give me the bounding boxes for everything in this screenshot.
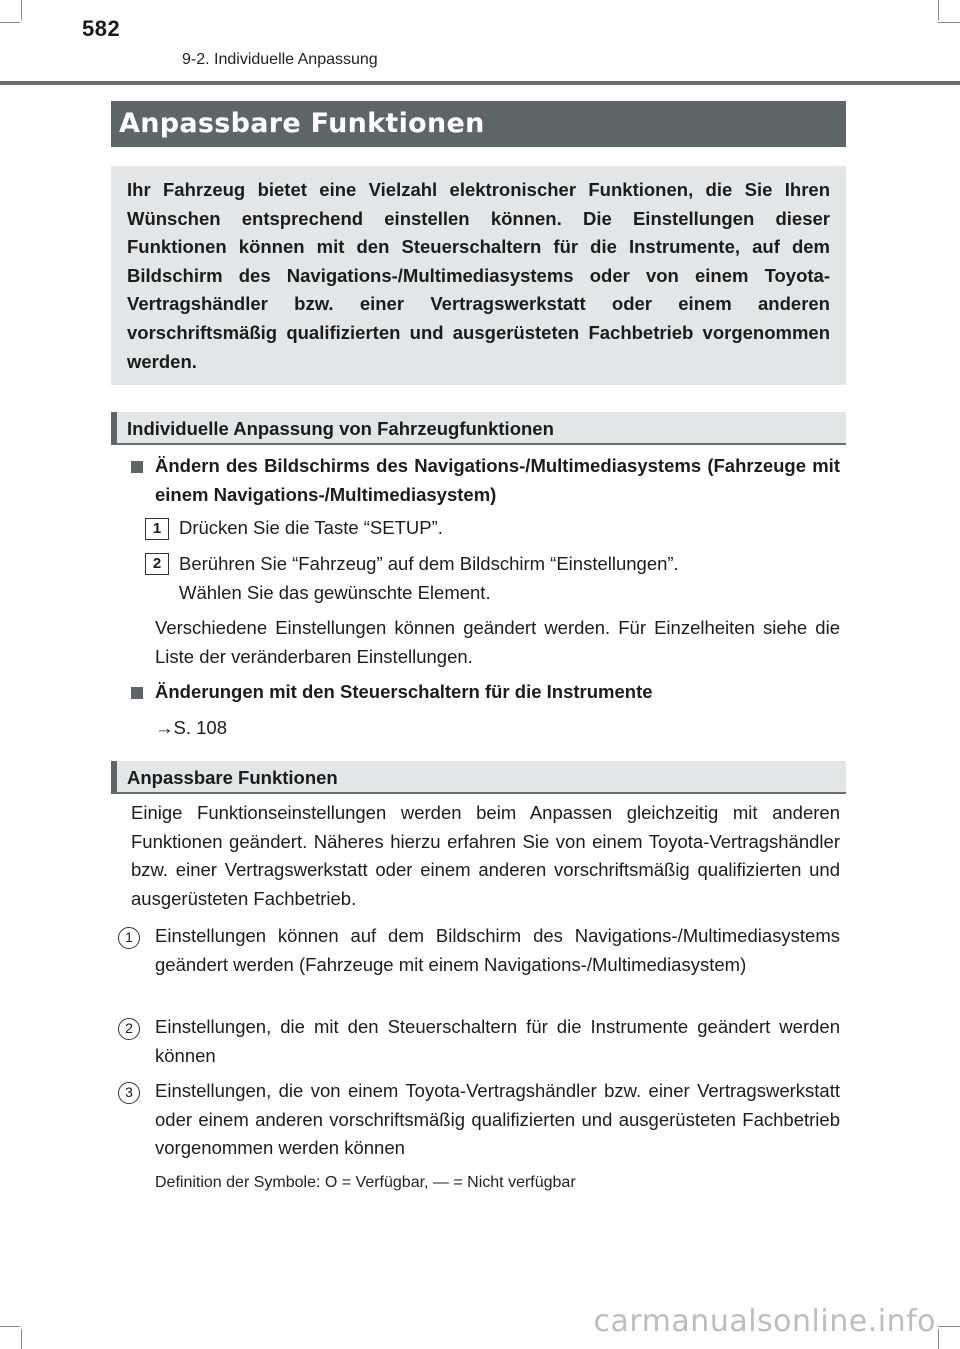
intro-text: Ihr Fahrzeug bietet eine Vielzahl elektronischer Funktionen, die Sie Ihren Wünschen entsprechend einstellen können. Die Einstellungen dieser Funktionen können mit den Steuerschaltern für die Instrumente, auf dem Bildschirm des Navigations-/Multimediasystems oder von einem Toyota-Vertragshändler bzw. einer Vertragswerkstatt oder einem anderen vorschriftsmäßig qualifizierten und ausgerüsteten Fachbetrieb vorgenommen werden. — [127, 179, 830, 372]
section-heading-customization: Individuelle Anpassung von Fahrzeugfunktionen — [111, 412, 846, 445]
crop-mark — [938, 1329, 939, 1349]
crop-mark — [0, 1326, 20, 1327]
bullet-square-icon — [131, 687, 143, 699]
legend-item-1: Einstellungen können auf dem Bildschirm des Navigations-/Multimediasystems geändert werden (Fahrzeuge mit einem Navigations-/Multimediasystem) — [155, 925, 840, 975]
symbols-definition: Definition der Symbole: O = Verfügbar, — = Nicht verfügbar — [155, 1174, 576, 1191]
step-text-2-continued: Wählen Sie das gewünschte Element. — [179, 582, 491, 603]
section-heading-functions: Anpassbare Funktionen — [111, 761, 846, 794]
crop-mark — [938, 22, 960, 23]
bullet-heading-navigation: Ändern des Bildschirms des Navigations-/Multimediasystems (Fahrzeuge mit einem Navigations-/Multimediasystem) — [155, 455, 840, 505]
page-reference[interactable] — [155, 714, 455, 743]
crop-mark — [938, 1326, 960, 1327]
step-badge-1: 1 — [145, 518, 169, 540]
intro-box — [111, 166, 846, 385]
circled-number-3: 3 — [118, 1082, 140, 1104]
circled-number-1: 1 — [118, 927, 140, 949]
page-title: Anpassbare Funktionen — [111, 101, 846, 147]
page-reference-text: S. 108 — [173, 717, 227, 738]
step-text-1: Drücken Sie die Taste “SETUP”. — [179, 517, 443, 538]
crop-mark — [21, 0, 22, 20]
functions-intro: Einige Funktionseinstellungen werden beim Anpassen gleichzeitig mit anderen Funktionen geändert. Näheres hierzu erfahren Sie von einem Toyota-Vertragshändler bzw. einer Vertragswerkstatt oder einem anderen vorschriftsmäßig qualifizierten und ausgerüsteten Fachbetrieb. — [131, 802, 840, 909]
section-reference: 9-2. Individuelle Anpassung — [182, 51, 378, 68]
legend-item-2: Einstellungen, die mit den Steuerschaltern für die Instrumente geändert werden können — [155, 1016, 840, 1066]
page-number: 582 — [82, 16, 121, 41]
step-badge-2: 2 — [145, 553, 169, 575]
header-rule — [0, 81, 960, 85]
step-text-2: Berühren Sie “Fahrzeug” auf dem Bildschirm “Einstellungen”. — [179, 553, 679, 574]
crop-mark — [21, 1329, 22, 1349]
crop-mark — [938, 0, 939, 20]
settings-note: Verschiedene Einstellungen können geändert werden. Für Einzelheiten siehe die Liste der veränderbaren Einstellungen. — [155, 617, 840, 667]
bullet-square-icon — [131, 461, 143, 473]
crop-mark — [0, 22, 20, 23]
bullet-heading-instrument-switches: Änderungen mit den Steuerschaltern für die Instrumente — [155, 681, 653, 702]
arrow-right-icon: → — [155, 717, 174, 738]
circled-number-2: 2 — [118, 1018, 140, 1040]
legend-item-3: Einstellungen, die von einem Toyota-Vertragshändler bzw. einer Vertragswerkstatt oder einem anderen vorschriftsmäßig qualifizierten und ausgerüsteten Fachbetrieb vorgenommen werden können — [155, 1080, 840, 1159]
watermark: carmanualsonline.info — [593, 1304, 936, 1339]
